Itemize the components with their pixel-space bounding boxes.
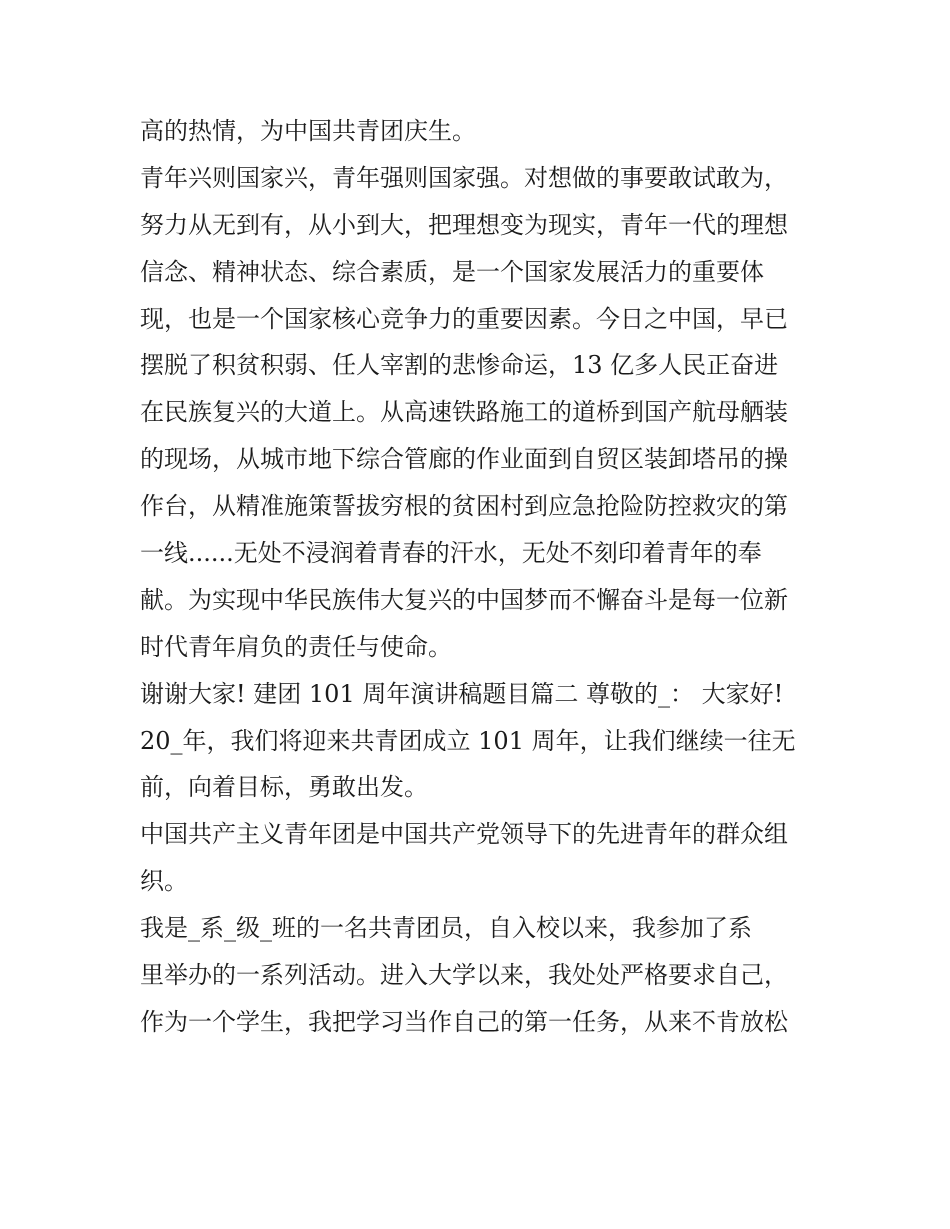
text-line: 青年兴则国家兴，青年强则国家强。对想做的事要敢试敢为，	[140, 163, 788, 192]
text-line: 时代青年肩负的责任与使命。	[140, 632, 452, 661]
text-line: 信念、精神状态、综合素质，是一个国家发展活力的重要体	[140, 257, 764, 286]
text-line: 里举办的一系列活动。进入大学以来，我处处严格要求自己，	[140, 961, 788, 990]
text-line: 我是_系_级_班的一名共青团员，自入校以来，我参加了系	[140, 914, 752, 943]
text-line: 中国共产主义青年团是中国共产党领导下的先进青年的群众组	[140, 820, 788, 849]
text-line: 现，也是一个国家核心竞争力的重要因素。今日之中国，早已	[140, 304, 788, 333]
text-line: 谢谢大家! 建团 101 周年演讲稿题目篇二 尊敬的_： 大家好!	[140, 679, 784, 708]
text-line: 织。	[140, 867, 188, 896]
text-line: 努力从无到有，从小到大，把理想变为现实，青年一代的理想	[140, 210, 788, 239]
document-body	[140, 108, 820, 1046]
text-line: 作为一个学生，我把学习当作自己的第一任务，从来不肯放松	[140, 1007, 788, 1036]
text-line: 的现场，从城市地下综合管廊的作业面到自贸区装卸塔吊的操	[140, 445, 788, 474]
text-line: 摆脱了积贫积弱、任人宰割的悲惨命运，13 亿多人民正奋进	[140, 351, 779, 380]
text-line: 作台，从精准施策誓拔穷根的贫困村到应急抢险防控救灾的第	[140, 492, 788, 521]
text-line: 20_年，我们将迎来共青团成立 101 周年，让我们继续一往无	[140, 726, 796, 755]
text-line: 前，向着目标，勇敢出发。	[140, 773, 428, 802]
text-line: 一线......无处不浸润着青春的汗水，无处不刻印着青年的奉	[140, 539, 762, 568]
text-line: 在民族复兴的大道上。从高速铁路施工的道桥到国产航母舾装	[140, 398, 788, 427]
text-line: 高的热情，为中国共青团庆生。	[140, 117, 476, 145]
text-line: 献。为实现中华民族伟大复兴的中国梦而不懈奋斗是每一位新	[140, 585, 788, 614]
